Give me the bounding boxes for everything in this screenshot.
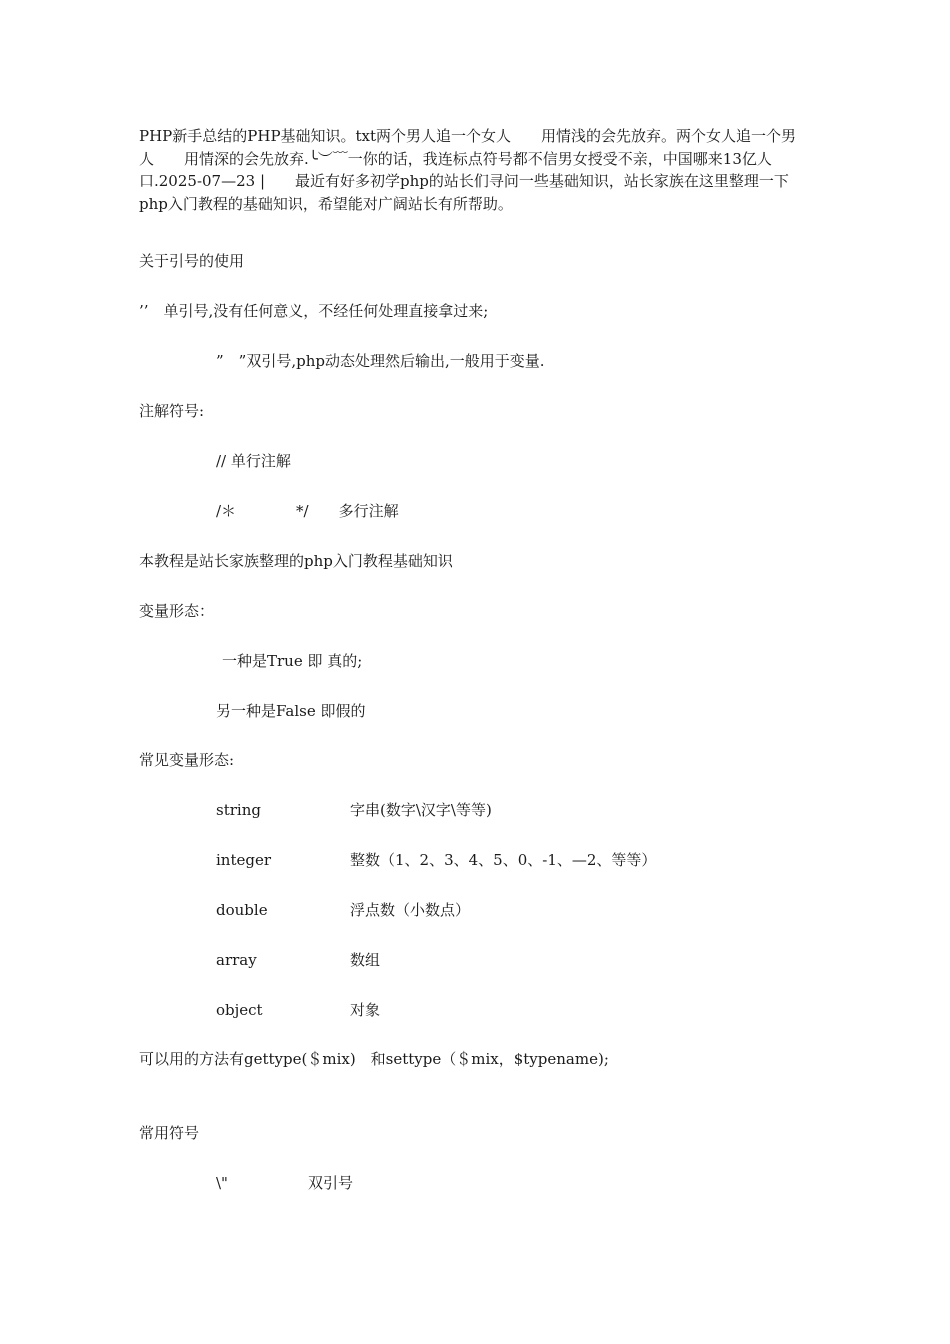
type-desc: 对象: [350, 1001, 381, 1019]
type-name: string: [216, 801, 261, 819]
type-desc: 整数（1、2、3、4、5、0、-1、—2、等等）: [350, 851, 657, 869]
methods-line: 可以用的方法有gettype(＄mix) 和settype（＄mix，$typename);: [139, 1050, 609, 1068]
quotes-heading: 关于引号的使用: [139, 252, 245, 270]
single-line-comment: // 单行注解: [216, 452, 291, 470]
var-forms-heading: 变量形态：: [139, 602, 215, 620]
common-types-heading: 常见变量形态:: [139, 751, 235, 769]
var-form-false: 另一种是False 即假的: [216, 702, 366, 720]
var-form-true: 一种是True 即 真的;: [222, 652, 363, 670]
symbol: \": [216, 1174, 228, 1192]
single-quote-line: ’’ 单引号,没有任何意义，不经任何处理直接拿过来;: [139, 302, 489, 320]
double-quote-line: ” ”双引号,php动态处理然后输出,一般用于变量.: [216, 352, 545, 370]
type-desc: 字串(数字\汉字\等等): [350, 801, 492, 819]
comments-heading: 注解符号:: [139, 402, 205, 420]
symbol-desc: 双引号: [308, 1174, 354, 1192]
type-desc: 数组: [350, 951, 381, 969]
source-note: 本教程是站长家族整理的php入门教程基础知识: [139, 552, 453, 570]
type-name: object: [216, 1001, 263, 1019]
type-name: integer: [216, 851, 272, 869]
type-name: double: [216, 901, 268, 919]
intro-paragraph: PHP新手总结的PHP基础知识。txt两个男人追一个女人 用情浅的会先放弃。两个女人追一个男人 用情深的会先放弃.╰︶﹋一你的话，我连标点符号都不信男女授受不亲，中国哪来13亿人口.2025-07—23 | 最近有好多初学php的站长们寻问一些基础知识，站长家族在这里整理一下php入门教程的基础知识，希望能对广阔站长有所帮助。: [139, 127, 797, 213]
symbols-heading: 常用符号: [139, 1124, 200, 1142]
type-desc: 浮点数（小数点）: [350, 901, 471, 919]
type-name: array: [216, 951, 257, 969]
multi-line-comment: /＊ */ 多行注解: [216, 502, 399, 520]
